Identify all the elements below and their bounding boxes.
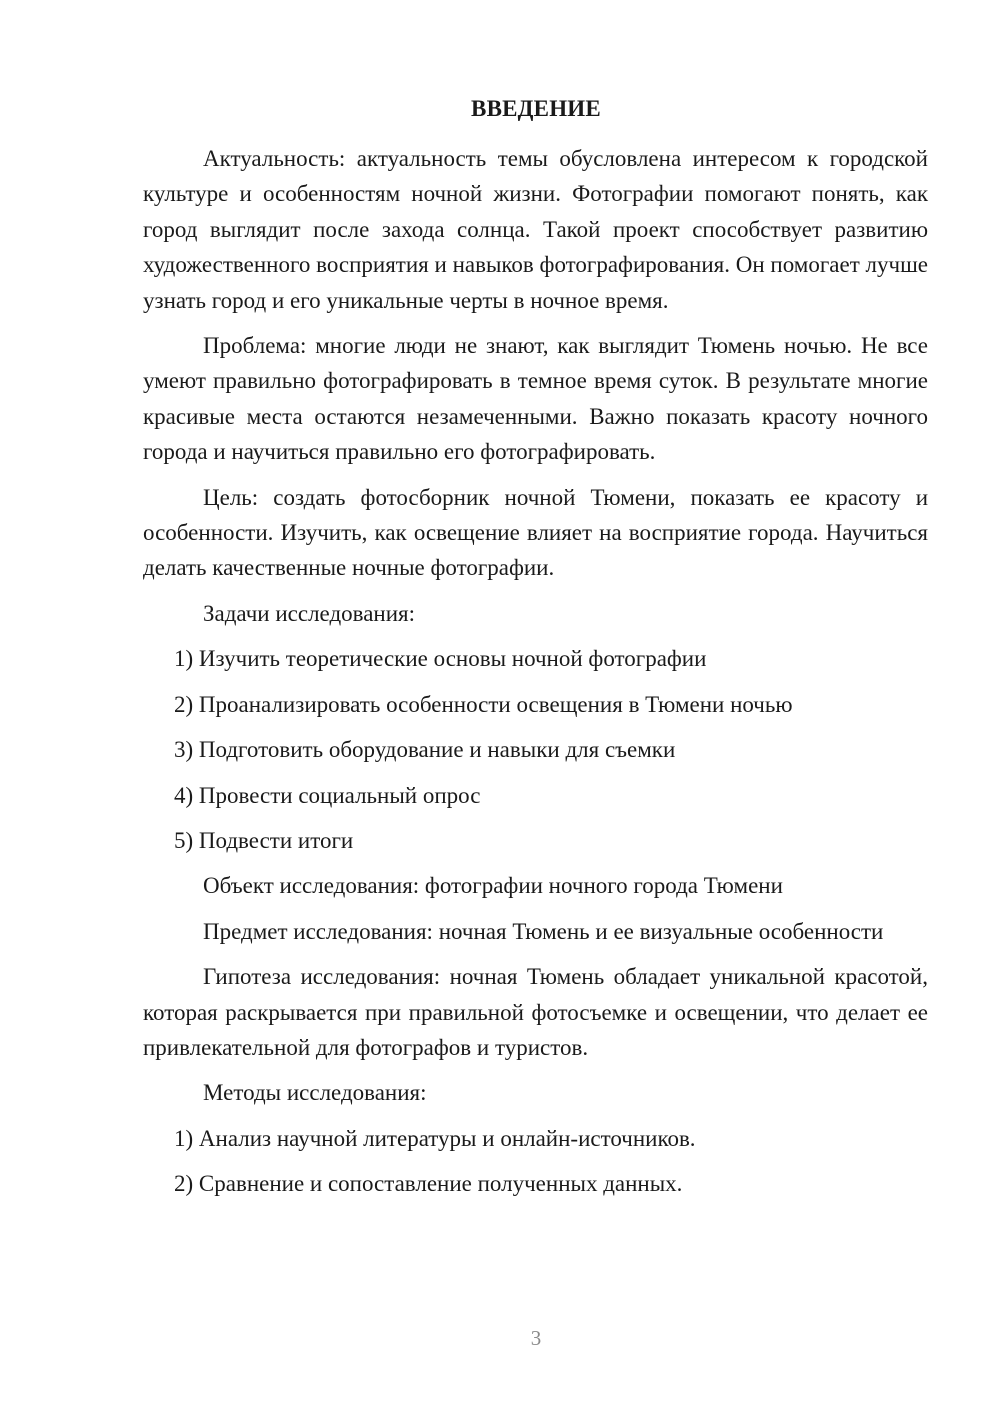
object-paragraph: Объект исследования: фотографии ночного города Тюмени (203, 873, 783, 899)
method-item: 1) Анализ научной литературы и онлайн-источников. (174, 1125, 696, 1151)
hypothesis-paragraph: Гипотеза исследования: ночная Тюмень обладает уникальной красотой, которая раскрывается при правильной фотосъемке и освещении, что делает ее привлекательной для фотографов и туристов. (143, 964, 928, 1060)
tasks-heading: Задачи исследования: (203, 600, 416, 626)
page-title: ВВЕДЕНИЕ (471, 96, 601, 121)
problem-paragraph: Проблема: многие люди не знают, как выглядит Тюмень ночью. Не все умеют правильно фотографировать в темное время суток. В результате многие красивые места остаются незамеченными. Важно показать красоту ночного города и научиться правильно его фотографировать. (143, 333, 928, 465)
actuality-paragraph: Актуальность: актуальность темы обусловлена интересом к городской культуре и особенностям ночной жизни. Фотографии помогают понять, как город выглядит после захода солнца. Такой проект способствует развитию художественного восприятия и навыков фотографирования. Он помогает лучше узнать город и его уникальные черты в ночное время. (143, 146, 928, 313)
task-item: 5) Подвести итоги (174, 827, 354, 853)
page-number: 3 (530, 1326, 542, 1350)
task-item: 1) Изучить теоретические основы ночной фотографии (174, 646, 707, 672)
method-item: 2) Сравнение и сопоставление полученных данных. (174, 1171, 683, 1197)
goal-paragraph: Цель: создать фотосборник ночной Тюмени, показать ее красоту и особенности. Изучить, как освещение влияет на восприятие города. Научиться делать качественные ночные фотографии. (143, 484, 928, 581)
task-item: 3) Подготовить оборудование и навыки для съемки (174, 737, 676, 763)
subject-paragraph: Предмет исследования: ночная Тюмень и ее визуальные особенности (203, 918, 884, 944)
methods-heading: Методы исследования: (203, 1080, 427, 1106)
task-item: 4) Провести социальный опрос (174, 782, 481, 808)
task-item: 2) Проанализировать особенности освещения в Тюмени ночью (174, 691, 793, 717)
document-body (143, 141, 928, 1212)
